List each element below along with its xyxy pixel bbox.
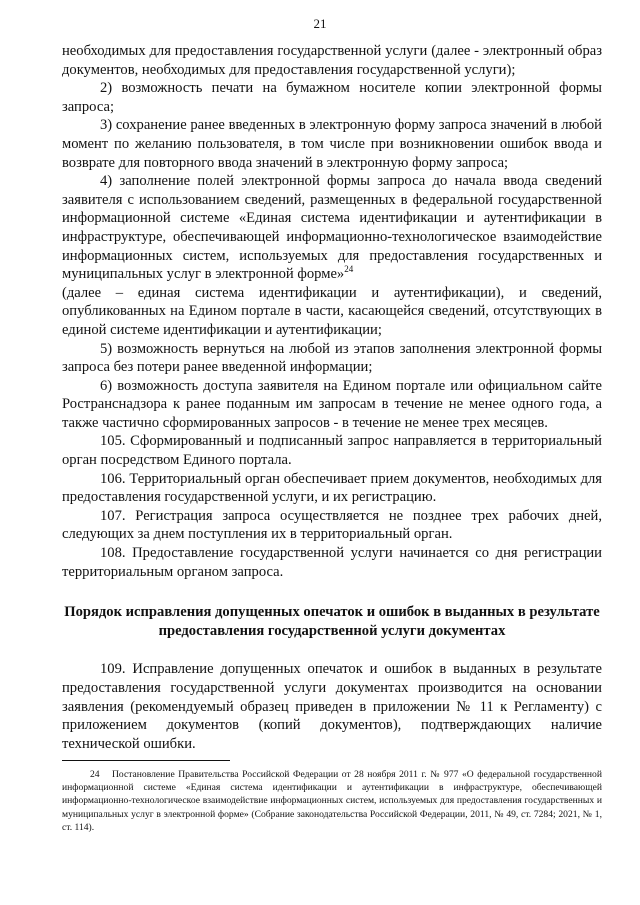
list-item-2: 2) возможность печати на бумажном носителе копии электронной формы запроса; [62,80,602,115]
list-item-4-text: 4) заполнение полей электронной формы запроса до начала ввода сведений заявителя с использованием сведений, размещенных в федеральной государственной информационной системе «Единая система идентификации и аутентификации в инфраструктуре, обеспечивающей информационно-технологическое взаимодействие информационных систем, используемых для предоставления государственных и муниципальных услуг в электронной форме» [62,173,602,283]
paragraph-107: 107. Регистрация запроса осуществляется не позднее трех рабочих дней, следующих за днем поступления их в территориальный орган. [62,507,602,543]
paragraph-continuation: необходимых для предоставления государственной услуги (далее - электронный образ документов, необходимых для предоставления государственной услуги); [62,43,602,78]
section-heading: Порядок исправления допущенных опечаток и ошибок в выданных в результате предоставления государственной услуги документах [64,604,600,639]
paragraph-105: 105. Сформированный и подписанный запрос направляется в территориальный орган посредством Единого портала. [62,433,602,469]
paragraph-108: 108. Предоставление государственной услуги начинается со дня регистрации территориальным органом запроса. [62,545,602,580]
page-number: 21 [313,16,327,31]
footnote-mark: 24 [90,769,100,780]
footnote [62,768,602,834]
footnote-text: Постановление Правительства Российской Федерации от 28 ноября 2011 г. № 977 «О федеральной государственной информационной системе «Единая система идентификации и аутентификации в инфраструктуре, обеспечивающей информационно-технологическое взаимодействие информационных систем, используемых для предоставления государственных и муниципальных услуг в электронной форме» (Собрание законодательства Российской Федерации, 2011, № 49, ст. 7284; 2021, № 1, ст. 114). [62,769,602,833]
document-body [62,42,602,753]
paragraph-109: 109. Исправление допущенных опечаток и ошибок в выданных в результате предоставления государственной услуги документах производится на основании заявления (рекомендуемый образец приведен в приложении № 11 к Регламенту) с приложением документов (копий документов), подтверждающих наличие технической ошибки. [62,661,602,752]
list-item-4 [62,172,602,284]
footnote-divider [62,760,230,761]
paragraph-106: 106. Территориальный орган обеспечивает прием документов, необходимых для предоставления государственной услуги, и их регистрацию. [62,470,602,506]
list-item-6: 6) возможность доступа заявителя на Едином портале или официальном сайте Ространснадзора к ранее поданным им запросам в течение не менее одного года, а также частично сформированных запросов - в течение не менее трех месяцев. [62,377,602,431]
footnote-reference[interactable]: 24 [344,264,354,275]
list-item-3: 3) сохранение ранее введенных в электронную форму запроса значений в любой момент по желанию пользователя, в том числе при возникновении ошибок ввода и возврате для повторного ввода значений в электронную форму запроса; [62,117,602,171]
list-item-4-continuation: (далее – единая система идентификации и аутентификации), и сведений, опубликованных на Едином портале в части, касающейся сведений, отсутствующих в единой системе идентификации и аутентификации; [62,284,602,338]
list-item-5: 5) возможность вернуться на любой из этапов заполнения электронной формы запроса без потери ранее введенной информации; [62,340,602,376]
